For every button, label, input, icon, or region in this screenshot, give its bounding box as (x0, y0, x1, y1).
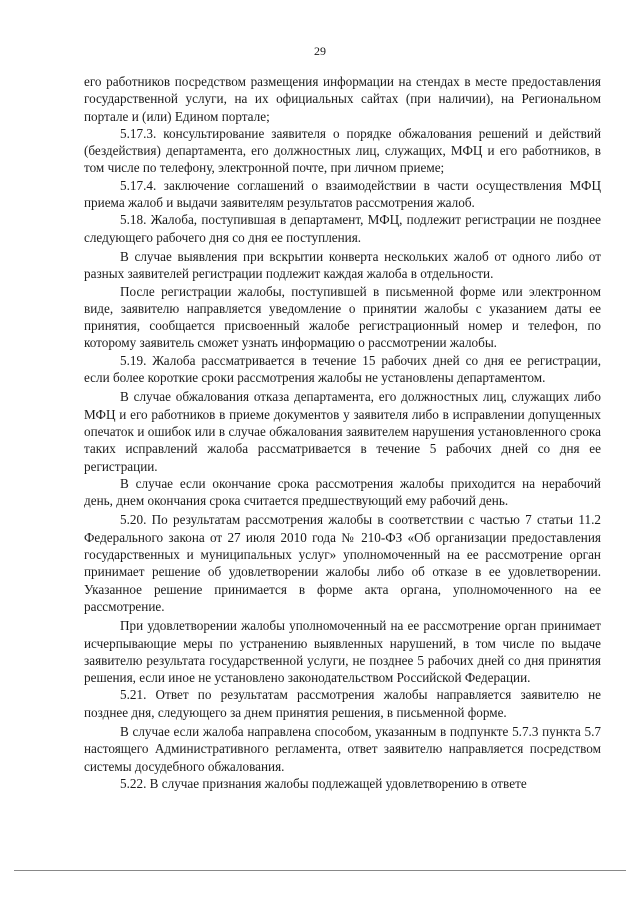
paragraph-multiple-complaints: В случае выявления при вскрытии конверта нескольких жалоб от одного либо от разных заявителей регистрации подлежит каждая жалоба в отдельности. (84, 248, 601, 282)
paragraph-5-17-3: 5.17.3. консультирование заявителя о порядке обжалования решений и действий (бездействия) департамента, его должностных лиц, служащих, МФЦ и его работников, в том числе по телефону, электронной почте, при личном приеме; (84, 125, 601, 176)
paragraph-intro-continuation: его работников посредством размещения информации на стендах в месте предоставления государственной услуги, на их официальных сайтах (при наличии), на Региональном портале и (или) Едином портале; (84, 74, 601, 124)
paragraph-5-19: 5.19. Жалоба рассматривается в течение 15 рабочих дней со дня ее регистрации, если более короткие сроки рассмотрения жалобы не установлены департаментом. (84, 352, 601, 386)
paragraph-5-22: 5.22. В случае признания жалобы подлежащей удовлетворению в ответе (120, 775, 527, 791)
paragraph-5-18: 5.18. Жалоба, поступившая в департамент, МФЦ, подлежит регистрации не позднее следующего рабочего дня со дня ее поступления. (84, 212, 601, 245)
paragraph-pre-trial-system: В случае если жалоба направлена способом, указанным в подпункте 5.7.3 пункта 5.7 настоящего Административного регламента, ответ заявителю направляется посредством системы досудебного обжалования. (84, 723, 601, 774)
scan-edge-line (14, 870, 626, 871)
paragraph-5-17-4: 5.17.4. заключение соглашений о взаимодействии в части осуществления МФЦ приема жалоб и выдачи заявителям результатов рассмотрения жалоб. (84, 177, 601, 211)
paragraph-5-20: 5.20. По результатам рассмотрения жалобы в соответствии с частью 7 статьи 11.2 Федерального закона от 27 июля 2010 года № 210-ФЗ «Об организации предоставления государственных и муниципальных услуг» уполномоченный на ее рассмотрение орган принимает решение об удовлетворении жалобы либо об отказе в ее удовлетворении. Указанное решение принимается в форме акта органа, уполномоченного на ее рассмотрение. (84, 512, 601, 614)
paragraph-non-working-day: В случае если окончание срока рассмотрения жалобы приходится на нерабочий день, днем окончания срока считается предшествующий ему рабочий день. (84, 475, 601, 509)
paragraph-satisfaction-measures: При удовлетворении жалобы уполномоченный на ее рассмотрение орган принимает исчерпывающие меры по устранению выявленных нарушений, в том числе по выдаче заявителю результата государственной услуги, не позднее 5 рабочих дней со дня принятия решения, если иное не установлено законодательством Российской Федерации. (84, 618, 601, 686)
paragraph-registration-notice: После регистрации жалобы, поступившей в письменной форме или электронном виде, заявителю направляется уведомление о принятии жалобы с указанием даты ее принятия, сообщается присвоенный жалобе регистрационный номер и телефон, по которому заявитель сможет узнать информацию о рассмотрении жалобы. (84, 283, 601, 351)
document-body (84, 73, 601, 792)
paragraph-5-21: 5.21. Ответ по результатам рассмотрения жалобы направляется заявителю не позднее дня, следующего за днем принятия решения, в письменной форме. (84, 687, 601, 720)
paragraph-refusal-appeal: В случае обжалования отказа департамента, его должностных лиц, служащих либо МФЦ и его работников в приеме документов у заявителя либо в исправлении допущенных опечаток и ошибок или в случае обжалования заявителем нарушения установленного срока таких исправлений жалоба рассматривается в течение 5 рабочих дней со дня ее регистрации. (84, 389, 601, 474)
page-number: 29 (314, 44, 326, 58)
